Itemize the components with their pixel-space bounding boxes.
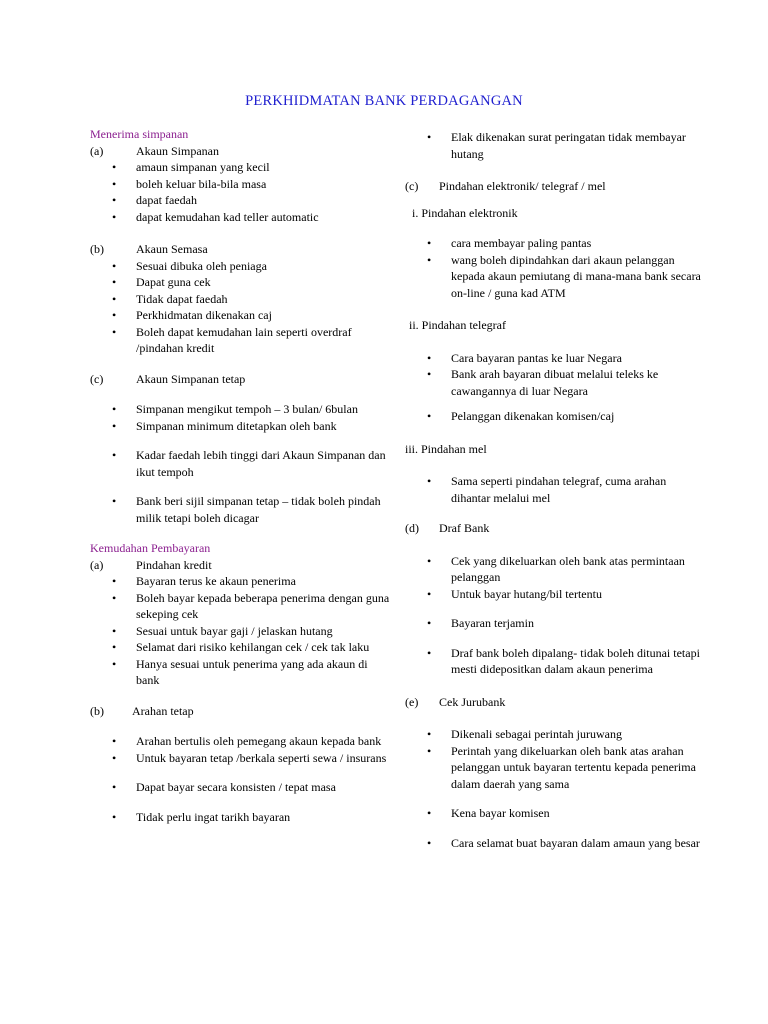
list-item: • Selamat dari risiko kehilangan cek / cek tak laku: [112, 640, 370, 654]
list-draf-bank: [405, 553, 705, 678]
bullet-icon: •: [427, 806, 432, 820]
list-arahan-tetap: [90, 733, 390, 825]
subheading-tag: (d): [405, 521, 419, 535]
list-item: • Sesuai untuk bayar gaji / jelaskan hutang: [112, 623, 333, 638]
subheading-akaun-simpanan: [90, 143, 390, 160]
list-item: • dapat faedah: [112, 193, 197, 207]
subheading-akaun-semasa: [90, 241, 390, 258]
subheading-tag: (c): [90, 371, 104, 386]
list-item: • Bank beri sijil simpanan tetap – tidak boleh pindah milik tetapi boleh dicagar: [112, 494, 381, 525]
list-item: • Sesuai dibuka oleh peniaga: [112, 258, 267, 273]
bullet-icon: •: [427, 743, 432, 758]
subheading-label: Akaun Simpanan: [136, 143, 219, 158]
list-item: • Simpanan minimum ditetapkan oleh bank: [112, 418, 337, 433]
bullet-icon: •: [427, 252, 432, 267]
list-item: • Cara selamat buat bayaran dalam amaun yang besar: [427, 835, 700, 850]
bullet-icon: •: [427, 727, 432, 741]
list-item: • Pelanggan dikenakan komisen/caj: [427, 409, 615, 423]
subheading-label: Pindahan elektronik/ telegraf / mel: [439, 179, 606, 193]
subheading-label: Draf Bank: [439, 521, 490, 535]
right-column: [405, 129, 705, 851]
subheading-pindahan-elektronik: i. Pindahan elektronik: [412, 205, 518, 220]
subheading-label: Arahan tetap: [132, 703, 194, 718]
subheading-pindahan-telegraf: ii. Pindahan telegraf: [409, 318, 506, 332]
subheading-tag: (c): [405, 179, 419, 193]
list-pindahan-elektronik: [405, 235, 705, 301]
list-item: • Kena bayar komisen: [427, 806, 550, 820]
subheading-tag: (b): [90, 242, 104, 256]
list-continued: [405, 129, 705, 162]
list-item: • cara membayar paling pantas: [427, 236, 592, 250]
list-item: • Elak dikenakan surat peringatan tidak membayar hutang: [427, 130, 686, 161]
bullet-icon: •: [112, 324, 117, 339]
list-pindahan-telegraf: [405, 350, 705, 425]
bullet-icon: •: [427, 616, 432, 630]
list-cek-jurubank: [405, 726, 705, 851]
list-akaun-semasa: [90, 258, 390, 357]
bullet-icon: •: [112, 734, 117, 748]
list-item: • dapat kemudahan kad teller automatic: [112, 209, 319, 224]
list-item: • Kadar faedah lebih tinggi dari Akaun Simpanan dan ikut tempoh: [112, 448, 386, 479]
subheading-label: Cek Jurubank: [439, 694, 506, 709]
list-item: • Bayaran terjamin: [427, 616, 534, 630]
bullet-icon: •: [427, 835, 432, 850]
list-item: • Hanya sesuai untuk penerima yang ada akaun di bank: [112, 656, 368, 687]
list-item: • Boleh dapat kemudahan lain seperti overdraf /pindahan kredit: [112, 324, 352, 355]
list-item: • Sama seperti pindahan telegraf, cuma arahan dihantar melalui mel: [427, 474, 667, 505]
section-heading-menerima-simpanan: Menerima simpanan: [90, 127, 189, 141]
bullet-icon: •: [427, 350, 432, 365]
bullet-icon: •: [112, 780, 117, 794]
bullet-icon: •: [112, 176, 117, 191]
bullet-icon: •: [112, 656, 117, 671]
bullet-icon: •: [112, 418, 117, 433]
list-akaun-simpanan-tetap: [90, 401, 390, 526]
list-item: • Dikenali sebagai perintah juruwang: [427, 727, 622, 741]
list-pindahan-kredit: [90, 573, 390, 689]
bullet-icon: •: [112, 275, 117, 289]
list-item: • Dapat guna cek: [112, 275, 211, 289]
subheading-tag: (e): [405, 694, 419, 709]
list-item: • Bank arah bayaran dibuat melalui teleks ke cawangannya di luar Negara: [427, 367, 659, 398]
subheading-label: Pindahan kredit: [136, 557, 212, 572]
bullet-icon: •: [112, 308, 117, 322]
bullet-icon: •: [427, 586, 432, 601]
list-item: • Bayaran terus ke akaun penerima: [112, 574, 296, 588]
bullet-icon: •: [112, 750, 117, 765]
subheading-pindahan-mel: iii. Pindahan mel: [405, 441, 487, 456]
bullet-icon: •: [112, 209, 117, 224]
bullet-icon: •: [112, 494, 117, 508]
list-item: • Boleh bayar kepada beberapa penerima dengan guna sekeping cek: [112, 590, 390, 621]
list-item: • Tidak dapat faedah: [112, 291, 228, 306]
subheading-pindahan: [405, 178, 705, 195]
bullet-icon: •: [427, 130, 432, 144]
bullet-icon: •: [427, 553, 432, 568]
list-item: • Perintah yang dikeluarkan oleh bank atas arahan pelanggan untuk bayaran tertentu kepada penerima dalam daerah yang sama: [427, 743, 696, 791]
subheading-pindahan-kredit: [90, 557, 390, 574]
section-heading-kemudahan-pembayaran: Kemudahan Pembayaran: [90, 541, 211, 555]
list-item: • Cara bayaran pantas ke luar Negara: [427, 350, 622, 365]
bullet-icon: •: [112, 640, 117, 654]
bullet-icon: •: [112, 574, 117, 588]
list-item: • amaun simpanan yang kecil: [112, 160, 270, 174]
list-item: • Dapat bayar secara konsisten / tepat masa: [112, 780, 336, 794]
bullet-icon: •: [112, 590, 117, 605]
bullet-icon: •: [427, 236, 432, 250]
subheading-tag: (a): [90, 143, 104, 158]
bullet-icon: •: [112, 258, 117, 273]
list-item: • Simpanan mengikut tempoh – 3 bulan/ 6bulan: [112, 402, 358, 416]
list-item: • wang boleh dipindahkan dari akaun pelanggan kepada akaun pemiutang di mana-mana bank secara on-line / guna kad ATM: [427, 252, 701, 300]
list-item: • Untuk bayaran tetap /berkala seperti sewa / insurans: [112, 750, 387, 765]
subheading-label: Akaun Simpanan tetap: [136, 371, 246, 386]
bullet-icon: •: [427, 367, 432, 381]
subheading-akaun-simpanan-tetap: [90, 371, 390, 388]
bullet-icon: •: [427, 409, 432, 423]
bullet-icon: •: [112, 448, 117, 462]
subheading-draf-bank: [405, 520, 705, 537]
list-item: • Draf bank boleh dipalang- tidak boleh ditunai tetapi mesti didepositkan dalam akaun penerima: [427, 645, 700, 676]
subheading-tag: (b): [90, 703, 104, 718]
page-title: PERKHIDMATAN BANK PERDAGANGAN: [245, 93, 523, 109]
list-item: • Tidak perlu ingat tarikh bayaran: [112, 809, 291, 824]
list-item: • Arahan bertulis oleh pemegang akaun kepada bank: [112, 734, 382, 748]
list-item: • Perkhidmatan dikenakan caj: [112, 308, 272, 322]
bullet-icon: •: [112, 623, 117, 638]
subheading-label: Akaun Semasa: [136, 242, 208, 256]
list-akaun-simpanan: [90, 159, 390, 225]
bullet-icon: •: [112, 193, 117, 207]
subheading-arahan-tetap: [90, 703, 390, 720]
bullet-icon: •: [112, 291, 117, 306]
bullet-icon: •: [112, 160, 117, 174]
list-pindahan-mel: [405, 473, 705, 506]
subheading-tag: (a): [90, 557, 104, 572]
subheading-cek-jurubank: [405, 694, 705, 711]
list-item: • Untuk bayar hutang/bil tertentu: [427, 586, 602, 601]
list-item: • Cek yang dikeluarkan oleh bank atas permintaan pelanggan: [427, 553, 685, 584]
left-column: [90, 126, 390, 825]
bullet-icon: •: [112, 809, 117, 824]
bullet-icon: •: [427, 474, 432, 488]
list-item: • boleh keluar bila-bila masa: [112, 176, 267, 191]
bullet-icon: •: [427, 645, 432, 660]
bullet-icon: •: [112, 402, 117, 416]
